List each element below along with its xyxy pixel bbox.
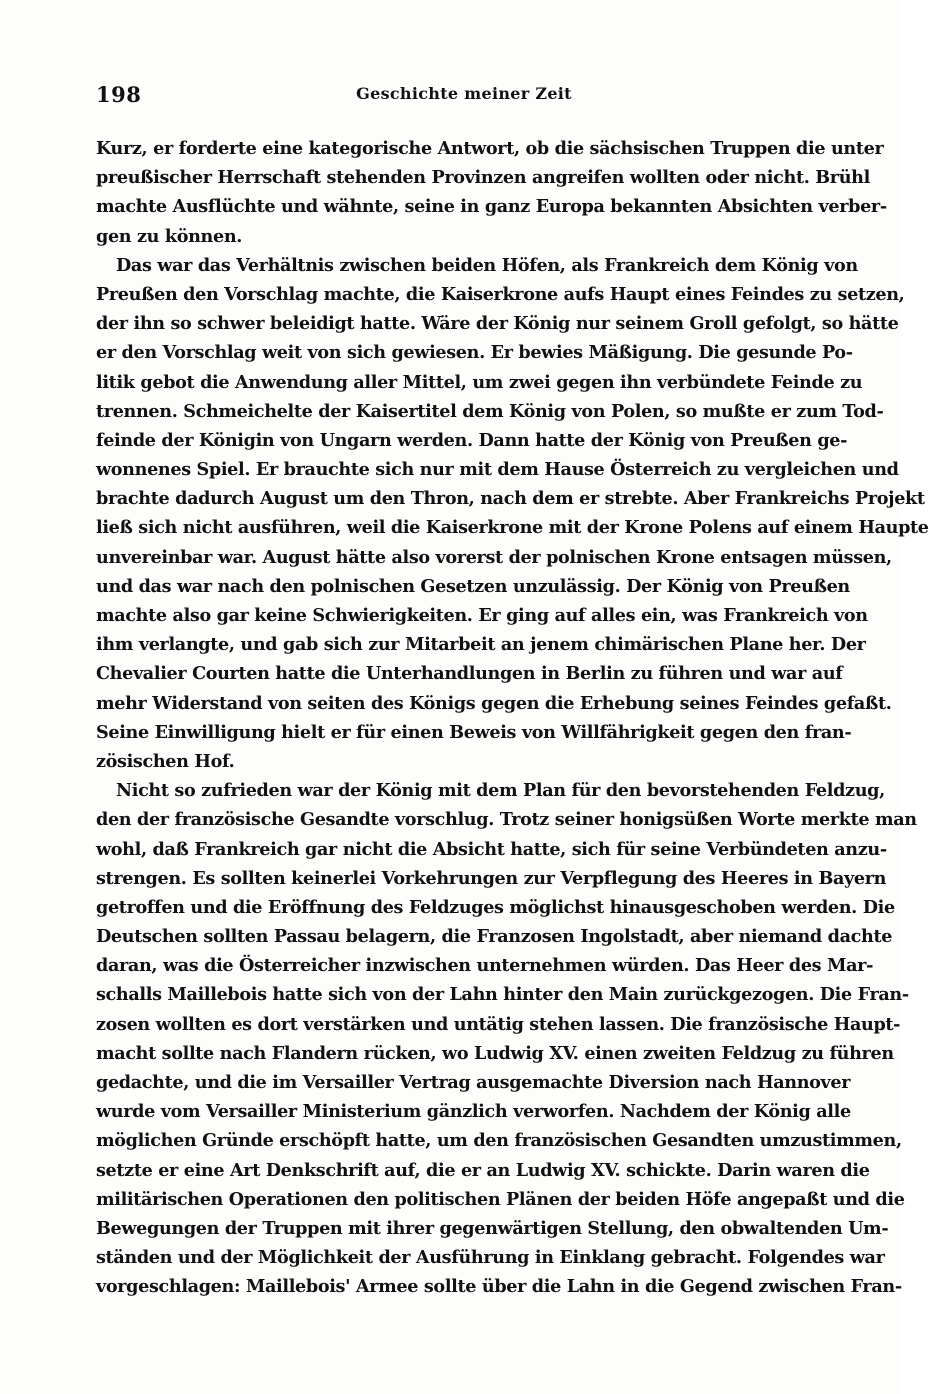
text-line: Preußen den Vorschlag machte, die Kaiserkrone aufs Haupt eines Feindes zu setzen,: [96, 283, 905, 305]
body-text: [96, 134, 929, 1302]
text-line: schalls Maillebois hatte sich von der Lahn hinter den Main zurückgezogen. Die Fran-: [96, 984, 909, 1006]
page-header: [96, 82, 832, 112]
text-line: ließ sich nicht ausführen, weil die Kaiserkrone mit der Krone Polens auf einem Haupte: [96, 517, 929, 539]
text-line: zösischen Hof.: [96, 750, 235, 772]
text-line: Kurz, er forderte eine kategorische Antwort, ob die sächsischen Truppen die unter: [96, 138, 884, 159]
text-line: machte Ausflüchte und wähnte, seine in ganz Europa bekannten Absichten verber-: [96, 196, 887, 218]
text-line: feinde der Königin von Ungarn werden. Dann hatte der König von Preußen ge-: [96, 429, 848, 451]
paragraph: [96, 776, 917, 1301]
running-head: Geschichte meiner Zeit: [356, 84, 572, 103]
text-line: litik gebot die Anwendung aller Mittel, um zwei gegen ihn verbündete Feinde zu: [96, 371, 863, 393]
text-line: strengen. Es sollten keinerlei Vorkehrungen zur Verpflegung des Heeres in Bayern: [96, 867, 887, 889]
text-line: militärischen Operationen den politischen Plänen der beiden Höfe angepaßt und die: [96, 1188, 905, 1210]
paragraph: [96, 134, 887, 251]
text-line: macht sollte nach Flandern rücken, wo Ludwig XV. einen zweiten Feldzug zu führen: [96, 1042, 894, 1064]
text-line: ihm verlangte, und gab sich zur Mitarbeit an jenem chimärischen Plane her. Der: [96, 634, 866, 656]
text-line: wurde vom Versailler Ministerium gänzlich verworfen. Nachdem der König alle: [96, 1101, 851, 1123]
text-line: vorgeschlagen: Maillebois' Armee sollte über die Lahn in die Gegend zwischen Fran-: [96, 1276, 902, 1298]
text-line: zosen wollten es dort verstärken und untätig stehen lassen. Die französische Haupt-: [96, 1013, 901, 1035]
text-line: machte also gar keine Schwierigkeiten. Er ging auf alles ein, was Frankreich von: [96, 605, 868, 626]
text-line: getroffen und die Eröffnung des Feldzuges möglichst hinausgeschoben werden. Die: [96, 896, 895, 918]
text-line: den der französische Gesandte vorschlug. Trotz seiner honigsüßen Worte merkte man: [96, 809, 917, 831]
text-line: und das war nach den polnischen Gesetzen unzulässig. Der König von Preußen: [96, 575, 850, 597]
page-number: 198: [96, 82, 142, 107]
text-line: daran, was die Österreicher inzwischen unternehmen würden. Das Heer des Mar-: [96, 955, 874, 977]
text-line: Chevalier Courten hatte die Unterhandlungen in Berlin zu führen und war auf: [96, 663, 843, 685]
text-line: preußischer Herrschaft stehenden Provinzen angreifen wollten oder nicht. Brühl: [96, 167, 870, 189]
text-line: brachte dadurch August um den Thron, nach dem er strebte. Aber Frankreichs Projekt: [96, 488, 925, 510]
text-line: setzte er eine Art Denkschrift auf, die er an Ludwig XV. schickte. Darin waren die: [96, 1159, 870, 1181]
text-line: Das war das Verhältnis zwischen beiden Höfen, als Frankreich dem König von: [116, 254, 858, 276]
text-line: der ihn so schwer beleidigt hatte. Wäre der König nur seinem Groll gefolgt, so hätte: [96, 313, 899, 335]
text-line: er den Vorschlag weit von sich gewiesen. Er bewies Mäßigung. Die gesunde Po-: [96, 342, 853, 364]
text-line: Seine Einwilligung hielt er für einen Beweis von Willfährigkeit gegen den fran-: [96, 721, 852, 743]
text-line: ständen und der Möglichkeit der Ausführung in Einklang gebracht. Folgendes war: [96, 1247, 885, 1269]
text-line: Bewegungen der Truppen mit ihrer gegenwärtigen Stellung, den obwaltenden Um-: [96, 1217, 889, 1239]
text-line: wonnenes Spiel. Er brauchte sich nur mit dem Hause Österreich zu vergleichen und: [96, 459, 899, 481]
text-line: Deutschen sollten Passau belagern, die Franzosen Ingolstadt, aber niemand dachte: [96, 926, 893, 948]
text-line: gen zu können.: [96, 225, 243, 247]
text-line: mehr Widerstand von seiten des Königs gegen die Erhebung seines Feindes gefaßt.: [96, 692, 892, 714]
text-line: trennen. Schmeichelte der Kaisertitel dem König von Polen, so mußte er zum Tod-: [96, 400, 884, 422]
paragraph: [96, 251, 929, 776]
text-line: gedachte, und die im Versailler Vertrag ausgemachte Diversion nach Hannover: [96, 1072, 851, 1093]
text-line: wohl, daß Frankreich gar nicht die Absicht hatte, sich für seine Verbündeten anzu-: [96, 838, 887, 860]
text-line: Nicht so zufrieden war der König mit dem Plan für den bevorstehenden Feldzug,: [116, 780, 885, 802]
text-line: möglichen Gründe erschöpft hatte, um den französischen Gesandten umzustimmen,: [96, 1130, 902, 1152]
text-line: unvereinbar war. August hätte also vorerst der polnischen Krone entsagen müssen,: [96, 546, 892, 568]
